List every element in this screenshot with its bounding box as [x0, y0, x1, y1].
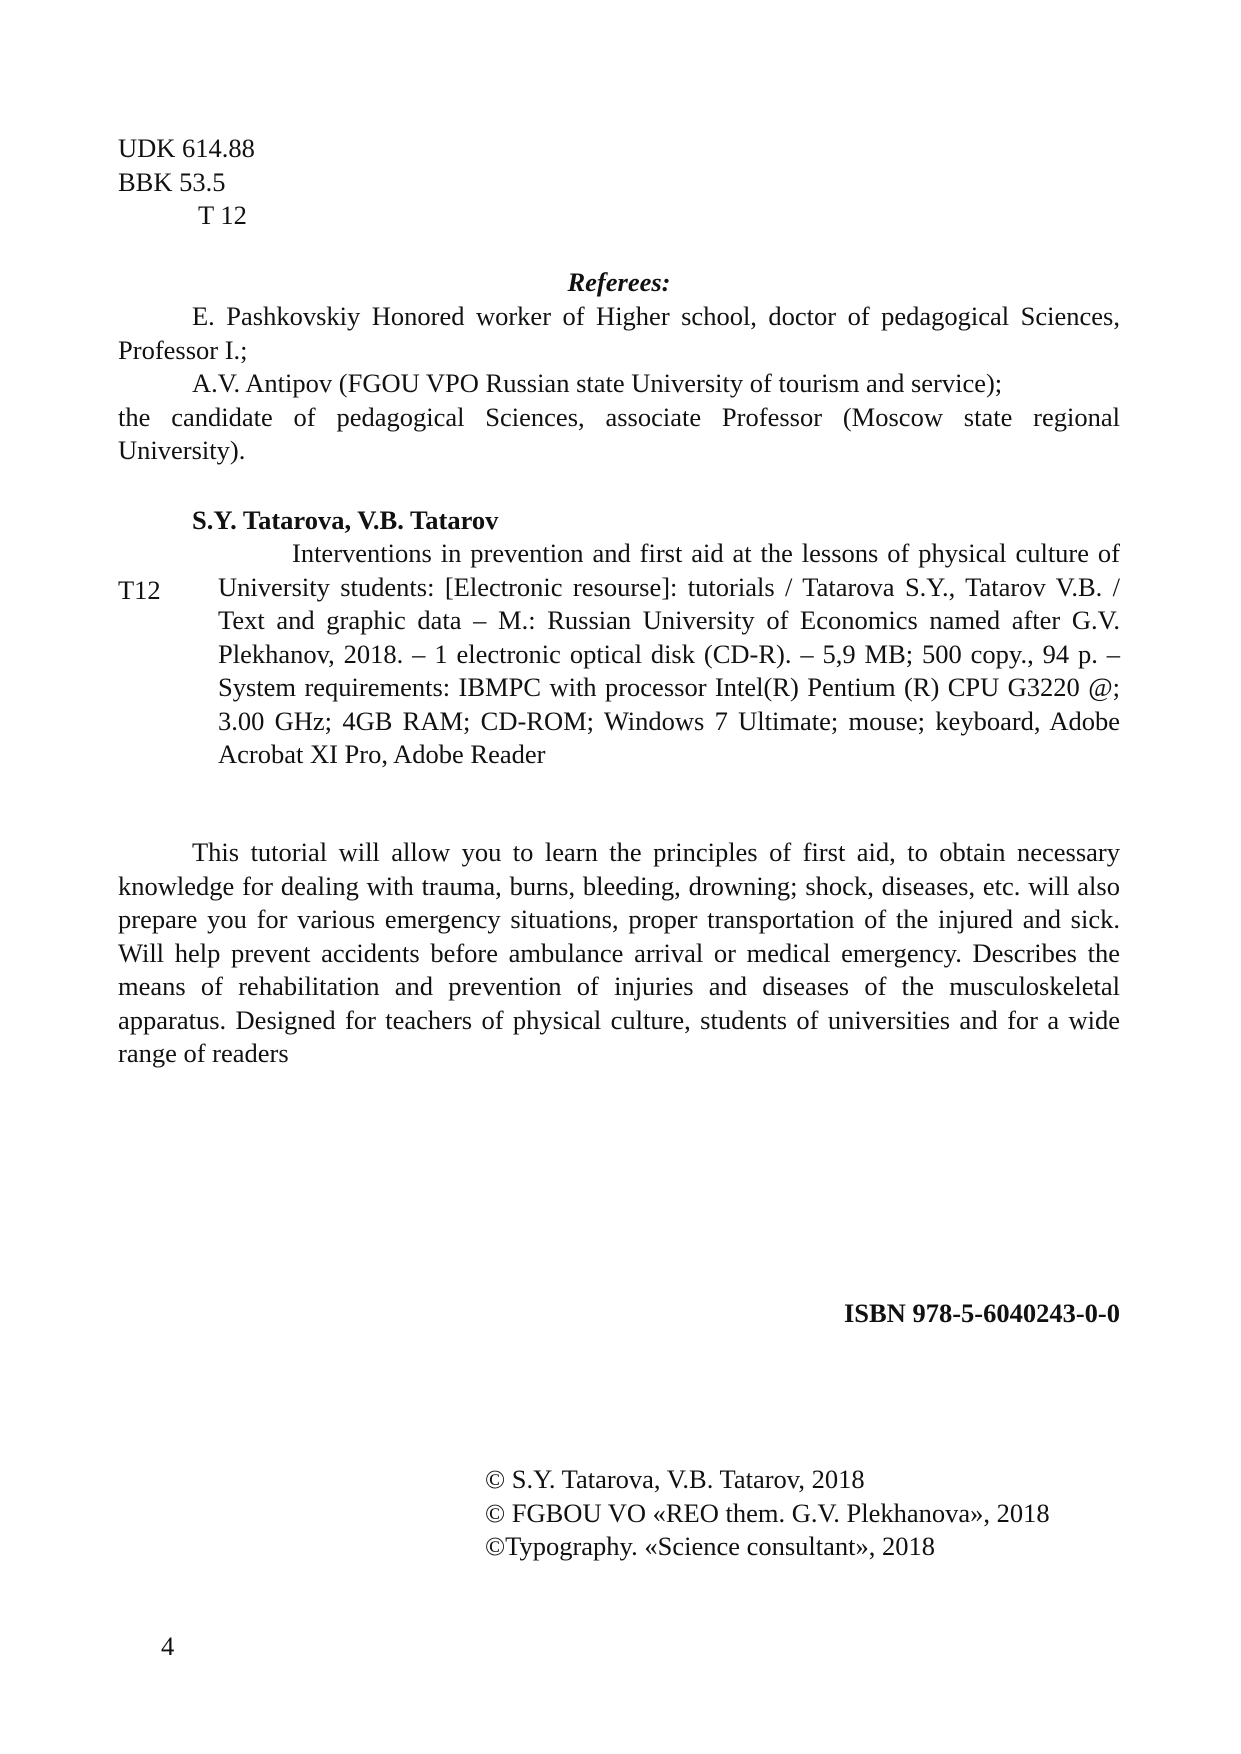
referee-second: A.V. Antipov (FGOU VPO Russian state University of tourism and service); — [192, 368, 1003, 398]
author-mark: T 12 — [198, 200, 247, 230]
copyright-university: © FGBOU VO «REO them. G.V. Plekhanova», 2018 — [485, 1497, 1050, 1528]
referee-second-continued: the candidate of pedagogical Sciences, associate Professor (Moscow state regional University). — [118, 401, 1120, 465]
isbn: ISBN 978-5-6040243-0-0 — [843, 1298, 1120, 1328]
abstract: This tutorial will allow you to learn the principles of first aid, to obtain necessary knowledge for dealing with trauma, burns, bleeding, drowning; shock, diseases, etc. will also prepare you for various emergency situations, proper transportation of the injured and sick. Will help prevent accidents before ambulance arrival or medical emergency. Describes the means of rehabilitation and prevention of injuries and diseases of the musculoskeletal apparatus. Designed for teachers of physical culture, students of universities and for a wide range of readers — [118, 837, 1120, 1068]
referee-second-block — [118, 367, 1120, 468]
referees-heading: Referees: — [567, 267, 671, 297]
copyright-authors: © S.Y. Tatarova, V.B. Tatarov, 2018 — [485, 1464, 865, 1494]
copyright-block — [485, 1463, 1050, 1564]
book-authors: S.Y. Tatarova, V.B. Tatarov — [192, 505, 499, 535]
copyright-typography: ©Typography. «Science consultant», 2018 — [485, 1531, 936, 1561]
udk-code: UDK 614.88 — [118, 133, 255, 163]
referee-first: E. Pashkovskiy Honored worker of Higher school, doctor of pedagogical Sciences, Professor I.; — [118, 301, 1120, 365]
bbk-code: BBK 53.5 — [118, 166, 226, 197]
bibliographic-description: Interventions in prevention and first aid at the lessons of physical culture of University students: [Electronic resourse]: tutorials / Tatarova S.Y., Tatarov V.B. / Text and graphic data – M.: Russian University of Economics named after G.V. Plekhanov, 2018. – 1 electronic optical disk (CD-R). – 5,9 MB; 500 copy., 94 p. – System requirements: IBMPC with processor Intel(R) Pentium (R) CPU G3220 @; 3.00 GHz; 4GB RAM; CD-ROM; Windows 7 Ultimate; mouse; keyboard, Adobe Acrobat XI Pro, Adobe Reader — [218, 538, 1120, 769]
side-author-mark: T12 — [118, 575, 161, 605]
classification-codes — [118, 132, 255, 233]
page-number: 4 — [161, 1631, 175, 1661]
